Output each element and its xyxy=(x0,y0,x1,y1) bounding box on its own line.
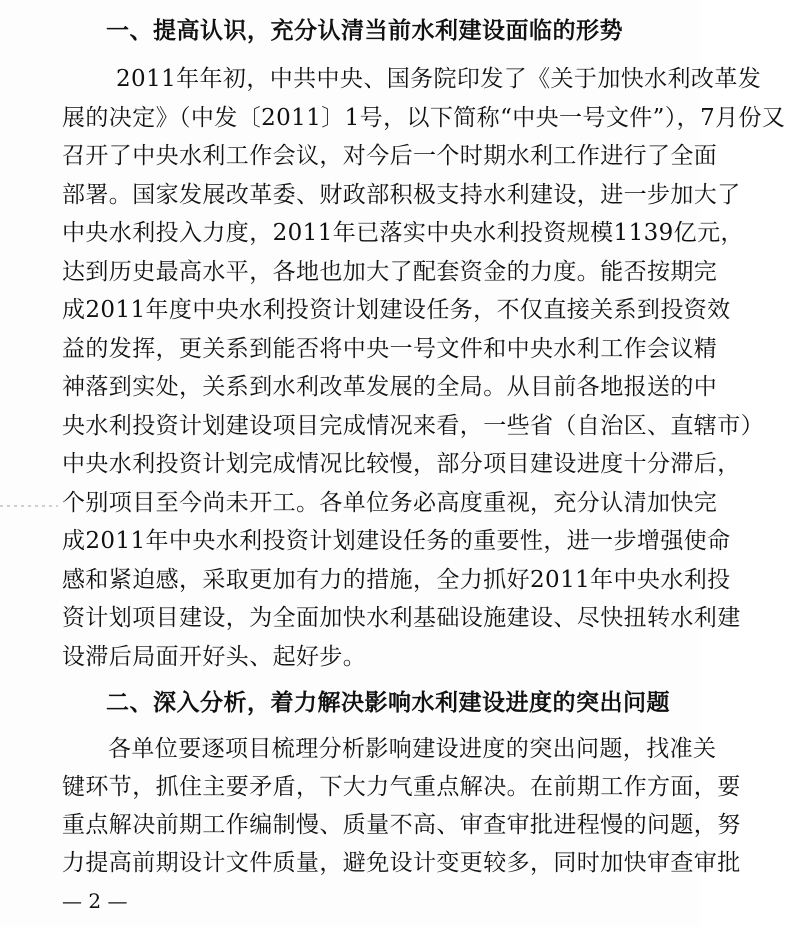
text-line: 益的发挥，更关系到能否将中央一号文件和中央水利工作会议精 xyxy=(62,335,718,362)
text-line: 个别项目至今尚未开工。各单位务必高度重视，充分认清加快完 xyxy=(62,489,718,516)
text-line: 资计划项目建设，为全面加快水利基础设施建设、尽快扭转水利建 xyxy=(62,605,741,631)
section-2-paragraph xyxy=(62,734,741,894)
text-line: 召开了中央水利工作会议，对今后一个时期水利工作进行了全面 xyxy=(62,143,718,169)
text-line: 成2011年度中央水利投资计划建设任务，不仅直接关系到投资效 xyxy=(62,297,731,323)
section-1-heading: 一、提高认识，充分认清当前水利建设面临的形势 xyxy=(106,18,623,44)
text-line: 中央水利投资计划完成情况比较慢，部分项目建设进度十分滞后， xyxy=(62,451,741,477)
text-line: 感和紧迫感，采取更加有力的措施，全力抓好2011年中央水利投 xyxy=(62,566,731,593)
page-number: — 2 — xyxy=(62,889,128,913)
text-line: 重点解决前期工作编制慢、质量不高、审查审批进程慢的问题，努 xyxy=(62,812,741,838)
text-line: 央水利投资计划建设项目完成情况来看，一些省（自治区、直辖市） xyxy=(62,412,764,439)
text-line: 键环节，抓住主要矛盾，下大力气重点解决。在前期工作方面，要 xyxy=(62,774,741,800)
text-line: 达到历史最高水平，各地也加大了配套资金的力度。能否按期完 xyxy=(62,258,718,285)
scan-artifact xyxy=(0,505,58,507)
text-line: 设滞后局面开好头、起好步。 xyxy=(62,643,367,670)
text-line: 中央水利投入力度，2011年已落实中央水利投资规模1139亿元， xyxy=(62,220,744,246)
text-line: 部署。国家发展改革委、财政部积极支持水利建设，进一步加大了 xyxy=(62,181,741,208)
text-line: 神落到实处，关系到水利改革发展的全局。从目前各地报送的中 xyxy=(62,374,718,400)
text-line: 各单位要逐项目梳理分析影响建设进度的突出问题，找准关 xyxy=(108,736,717,762)
section-2-heading: 二、深入分析，着力解决影响水利建设进度的突出问题 xyxy=(106,690,670,716)
text-line: 展的决定》（中发〔2011〕1号，以下简称“中央一号文件”），7月份又 xyxy=(62,104,785,131)
section-1-paragraph xyxy=(62,64,785,684)
text-line: 力提高前期设计文件质量，避免设计变更较多，同时加快审查审批 xyxy=(62,850,741,876)
text-line: 成2011年中央水利投资计划建设任务的重要性，进一步增强使命 xyxy=(62,528,731,554)
text-line: 2011年年初，中共中央、国务院印发了《关于加快水利改革发 xyxy=(116,66,762,92)
